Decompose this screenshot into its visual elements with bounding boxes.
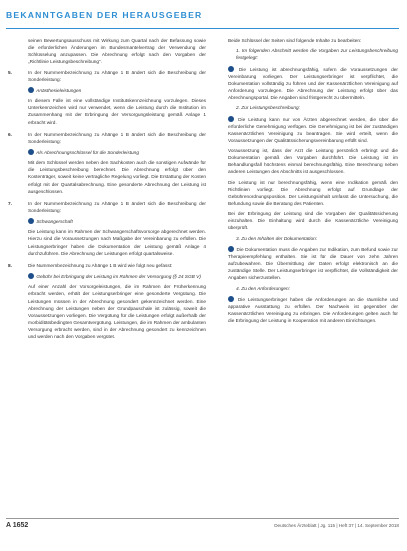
journal-citation: Deutsches Ärzteblatt | Jg. 115 | Heft 37 | 14. September 2018	[274, 523, 399, 528]
numbered-item	[8, 201, 206, 258]
left-intro: seinen Bewertungsausschuss mit Wirkung zum Quartal nach der Befassung sowie die erforderlichen Änderungen im Bundesmantelvertrag der Verwendung der Schlüsselung anzupassen. Die Abrechnung erfolgt nach den Vorgaben der „Richtlinie Leistungsbeschreibung“.	[28, 39, 206, 66]
item-body: Mit dem Schlüssel werden neben den Sachkosten auch die sonstigen Aufwände für die Leistungsbeschreibung berechnet. Die Abrechnung erfolgt über den Kostenträger, soweit keine vertragliche Regelung vorliegt. Die Erstattung der Kosten erfolgt mit der Quartalsabrechnung. Eine gesonderte Abrechnung der Leistung ist ausgeschlossen.	[28, 161, 206, 195]
item-number: 8.	[8, 263, 12, 269]
page-footer	[6, 518, 399, 532]
item-number: 6.	[8, 132, 12, 138]
amendment-marker-icon	[228, 246, 234, 252]
section-heading: 4. Zu den Anforderungen:	[236, 286, 290, 292]
left-column	[8, 38, 206, 346]
amendment-marker-icon	[228, 66, 234, 72]
right-column	[228, 38, 398, 329]
item-amendment: Schwangerschaft	[28, 218, 206, 226]
section-body: Die Leistungserbringer haben die Anforderungen an die räumliche und apparative Ausstattung zu erfüllen. Der Nachweis ist gegenüber der Kassenärztlichen Vereinigung zu erbringen. Die Anforderungen gelten auch für die Erbringung der Leistung in Kooperation mit anderen Einrichtungen.	[228, 297, 398, 325]
item-body: In diesem Falle ist eine vollständige Institutskennzeichnung vorzulegen. Dieses Unterkennzeichen wird nur verwendet, wenn die Leistung durch die Institution im Zusammenhang mit der Erbringung der Versorgungsleistung gemäß Anlage 1 erbracht wird.	[28, 99, 206, 126]
item-lead: In der Nummernbezeichnung zu Ahänge 1 B ändert sich die Beschreibung der Sonderleistung:	[28, 70, 206, 83]
item-body: Auf einer Anzahl der Vorsorgeleistungen, die im Rahmen der Früherkennung erbracht werden, erhält der Leistungserbringer eine gesonderte Vergütung. Die Leistungen müssen in der Abrechnung gesondert gekennzeichnet werden. Eine Abrechnung der Leistungen neben der Grundpauschale ist zulässig, soweit die Voraussetzungen vorliegen. Die Vergütung für die Leistungen erfolgt außerhalb der morbiditätsbedingten Gesamtvergütung. Leistungen, die im Rahmen der ambulanten Versorgung erbracht werden, sind in der Abrechnung gesondert zu kennzeichnen und werden nach den Vorgaben vergütet.	[28, 285, 206, 340]
amendment-marker-icon	[228, 296, 234, 302]
page-header-title: BEKANNTGABEN DER HERAUSGEBER	[6, 10, 203, 20]
section-body: Voraussetzung ist, dass der Arzt die Leistung persönlich erbringt und die Dokumentation gemäß den Vorgaben durchführt. Die Leistung ist im Behandlungsfall höchstens einmal berechnungsfähig. Eine Berechnung neben anderen Leistungen des Abschnitts ist ausgeschlossen.	[228, 149, 398, 176]
footer-rule	[6, 518, 399, 519]
numbered-item	[8, 132, 206, 196]
section-body: Die Leistung kann nur von Ärzten abgerechnet werden, die über die erforderliche Genehmigung verfügen. Die Genehmigung ist bei der zuständigen Kassenärztlichen Vereinigung zu beantragen. Sie wird erteilt, wenn die Voraussetzungen der Qualitätssicherungsvereinbarung erfüllt sind.	[228, 117, 398, 144]
header-rule	[6, 28, 399, 29]
section-body: Die Dokumentation muss die Angaben zur Indikation, zum Befund sowie zur Therapieempfehlung enthalten. Sie ist für die Dauer von zehn Jahren aufzubewahren. Die Übermittlung der Daten erfolgt elektronisch an die zuständige Stelle. Der Leistungserbringer ist verpflichtet, die Vollständigkeit der Angaben sicherzustellen.	[228, 248, 398, 282]
section-heading: 3. Zu den Inhalten der Dokumentation:	[236, 236, 318, 242]
section-heading: 2. Zur Leistungsbeschreibung:	[236, 106, 300, 112]
item-number: 7.	[8, 201, 12, 207]
amendment-marker-icon	[28, 87, 34, 93]
numbered-item	[8, 70, 206, 127]
item-number: 5.	[8, 70, 12, 76]
amendment-marker-icon	[28, 218, 34, 224]
item-body: Die Leistung kann im Rahmen der Schwangerschaftsvorsorge abgerechnet werden. Hierzu sind die Voraussetzungen nach Maßgabe der Vereinbarung zu erfüllen. Die Leistungserbringer haben die Dokumentation der Leistung gemäß Anlage 4 durchzuführen. Die Abrechnung der Leistungen erfolgt quartalsweise.	[28, 230, 206, 257]
section-body: Die Leistung ist abrechnungsfähig, sofern die Voraussetzungen der Vereinbarung vorliegen. Der Leistungserbringer ist verpflichtet, die Dokumentation vollständig zu führen und der Kassenärztlichen Vereinigung auf Anforderung vorzulegen. Die Abrechnung der Leistung erfolgt über das Abrechnungsportal. Die Angaben sind fristgerecht zu übermitteln.	[228, 67, 398, 102]
item-lead: In der Nummernbezeichnung zu Ahänge 1 B ändert sich die Beschreibung der Sonderleistung:	[28, 201, 206, 214]
page-number: A 1652	[6, 522, 29, 529]
amendment-marker-icon	[28, 149, 34, 155]
section-heading: 1. Im folgenden Abschnitt werden die Vorgaben zur Leistungsbeschreibung festgelegt:	[236, 49, 398, 62]
section-body: Bei der Erbringung der Leistung sind die Vorgaben der Qualitätssicherung einzuhalten. Die Einhaltung wird durch die Kassenärztliche Vereinigung überprüft.	[228, 212, 398, 232]
item-amendment: Als Abrechnungsschlüssel für die Sonderleistung	[28, 149, 206, 157]
numbered-item	[8, 263, 206, 341]
item-amendment: Anästhesieleistungen	[28, 87, 206, 95]
amendment-marker-icon	[28, 273, 34, 279]
right-intro: Beide Schlüssel der Seiten sind folgende Inhalte zu bearbeiten:	[228, 39, 362, 44]
item-amendment: Gebühr bei Erbringung der Leistung im Rahmen der Versorgung (§ 24 SGB V)	[28, 273, 206, 281]
section-body: Die Leistung ist nur berechnungsfähig, wenn eine Indikation gemäß den Richtlinien vorliegt. Die Abrechnung erfolgt auf Grundlage der Gebührenordnungsposition. Der Leistungsinhalt umfasst die Untersuchung, die Befundung sowie die Beratung des Patienten.	[228, 180, 398, 207]
amendment-marker-icon	[228, 116, 234, 122]
item-lead: In der Nummernbezeichnung zu Ahänge 1 B ändert sich die Beschreibung der Sonderleistung:	[28, 132, 206, 145]
item-lead: Die Nummernbezeichnung zu Ahänge 1 B wird wie folgt neu gefasst:	[28, 263, 173, 269]
